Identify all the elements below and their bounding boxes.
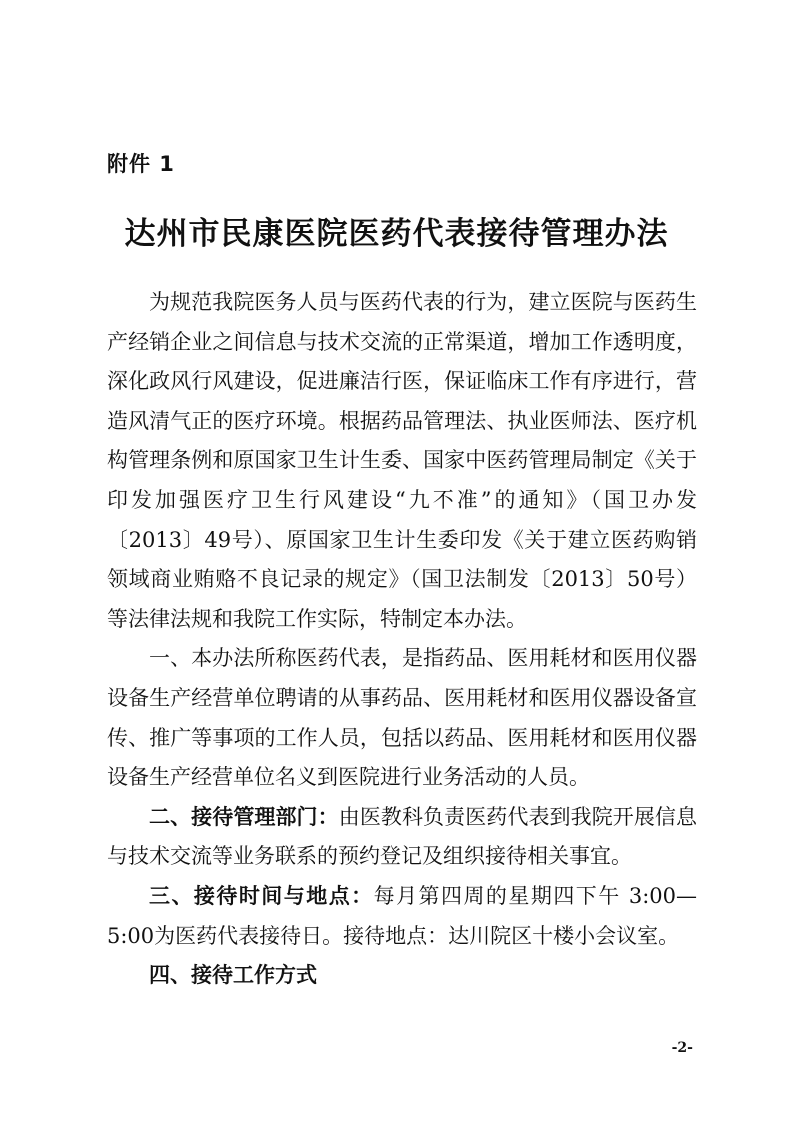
section-3-text: 每月第四周的星期四下午 3:00—5:00为医药代表接待日。接待地点：达川院区十楼小会议室。: [107, 883, 697, 948]
document-body: [107, 283, 697, 996]
section-3-paragraph: [107, 877, 697, 956]
section-2-text: 由医教科负责医药代表到我院开展信息与技术交流等业务联系的预约登记及组织接待相关事宜。: [107, 804, 698, 869]
section-3-heading: 三、接待时间与地点：: [149, 883, 374, 908]
intro-paragraph: 为规范我院医务人员与医药代表的行为，建立医院与医药生产经销企业之间信息与技术交流的正常渠道，增加工作透明度，深化政风行风建设，促进廉洁行医，保证临床工作有序进行，营造风清气正的医疗环境。根据药品管理法、执业医师法、医疗机构管理条例和原国家卫生计生委、国家中医药管理局制定《关于印发加强医疗卫生行风建设“九不准”的通知》（国卫办发〔2013〕49号）、原国家卫生计生委印发《关于建立医药购销领域商业贿赂不良记录的规定》（国卫法制发〔2013〕50号）等法律法规和我院工作实际，特制定本办法。: [107, 290, 697, 631]
section-4-heading: 四、接待工作方式: [149, 963, 317, 988]
attachment-label: 附件 1: [107, 152, 175, 176]
section-2-paragraph: [107, 798, 697, 877]
section-4-paragraph: [107, 956, 697, 996]
section-2-heading: 二、接待管理部门：: [149, 804, 339, 829]
page-number: -2-: [671, 1040, 693, 1056]
document-title: 达州市民康医院医药代表接待管理办法: [124, 216, 669, 252]
section-1-paragraph: 一、本办法所称医药代表，是指药品、医用耗材和医用仪器设备生产经营单位聘请的从事药品、医用耗材和医用仪器设备宣传、推广等事项的工作人员，包括以药品、医用耗材和医用仪器设备生产经营单位名义到医院进行业务活动的人员。: [107, 646, 697, 790]
